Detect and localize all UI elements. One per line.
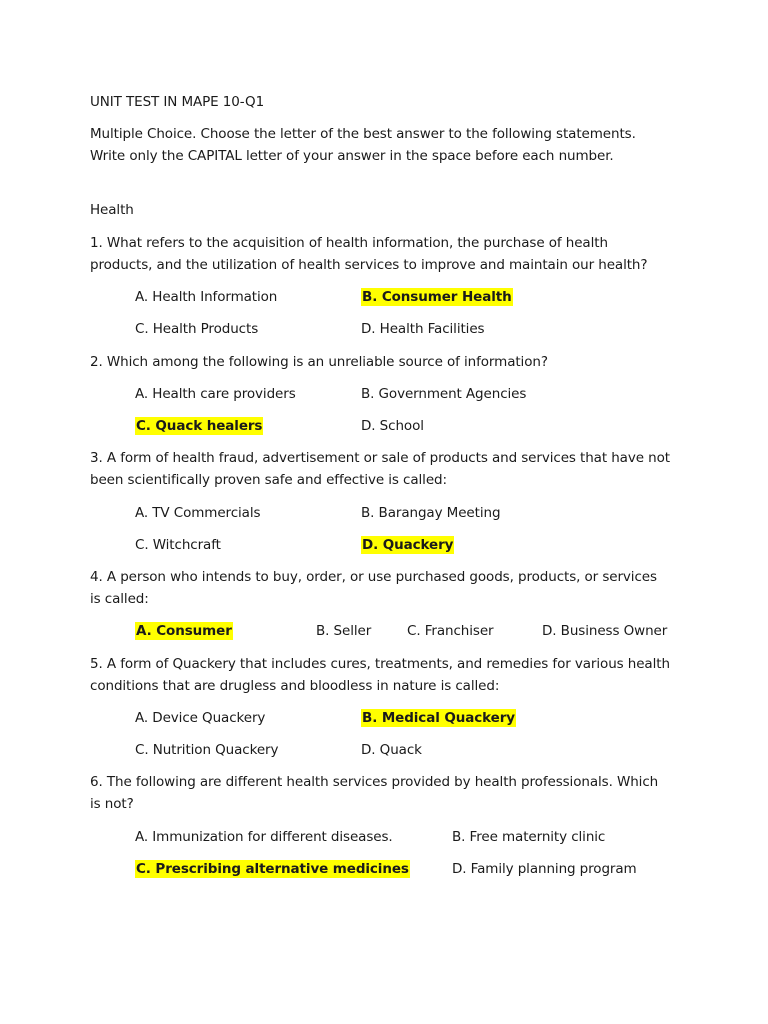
- q2-option-d: D. School: [361, 418, 424, 434]
- q1-option-a: A. Health Information: [135, 289, 278, 305]
- q1-option-c: C. Health Products: [135, 321, 259, 337]
- instructions: Multiple Choice. Choose the letter of the best answer to the following statements. Write only the CAPITAL letter of your answer in the space before each number.: [90, 126, 636, 164]
- q3-option-c: C. Witchcraft: [135, 537, 221, 553]
- q6-option-b: B. Free maternity clinic: [452, 829, 606, 845]
- q5-option-c: C. Nutrition Quackery: [135, 742, 279, 758]
- q3-option-d-answer: D. Quackery: [362, 537, 454, 553]
- q1-option-b-answer: B. Consumer Health: [362, 289, 512, 305]
- question-6: 6. The following are different health services provided by health professionals. Which is not?: [90, 774, 659, 812]
- question-5: 5. A form of Quackery that includes cures, treatments, and remedies for various health conditions that are drugless and bloodless in nature is called:: [90, 656, 670, 694]
- question-2: 2. Which among the following is an unreliable source of information?: [90, 354, 548, 370]
- q6-option-c-answer: C. Prescribing alternative medicines: [136, 861, 409, 877]
- q4-option-b: B. Seller: [316, 623, 372, 639]
- q2-option-a: A. Health care providers: [135, 386, 296, 402]
- q4-option-c: C. Franchiser: [407, 623, 494, 639]
- q2-option-b: B. Government Agencies: [361, 386, 527, 402]
- document-title: UNIT TEST IN MAPE 10-Q1: [90, 94, 265, 110]
- q5-option-a: A. Device Quackery: [135, 710, 266, 726]
- q5-option-d: D. Quack: [361, 742, 422, 758]
- q3-option-b: B. Barangay Meeting: [361, 505, 501, 521]
- q4-option-a-answer: A. Consumer: [136, 623, 232, 639]
- q4-option-d: D. Business Owner: [542, 623, 668, 639]
- q6-option-d: D. Family planning program: [452, 861, 637, 877]
- q5-option-b-answer: B. Medical Quackery: [362, 710, 515, 726]
- q1-option-d: D. Health Facilities: [361, 321, 485, 337]
- section-heading: Health: [90, 202, 134, 218]
- question-3: 3. A form of health fraud, advertisement or sale of products and services that have not been scientifically proven safe and effective is called:: [90, 450, 670, 488]
- q3-option-a: A. TV Commercials: [135, 505, 261, 521]
- q2-option-c-answer: C. Quack healers: [136, 418, 263, 434]
- question-1: 1. What refers to the acquisition of health information, the purchase of health products, and the utilization of health services to improve and maintain our health?: [90, 235, 648, 273]
- question-4: 4. A person who intends to buy, order, or use purchased goods, products, or services is called:: [90, 569, 657, 607]
- q6-option-a: A. Immunization for different diseases.: [135, 829, 393, 845]
